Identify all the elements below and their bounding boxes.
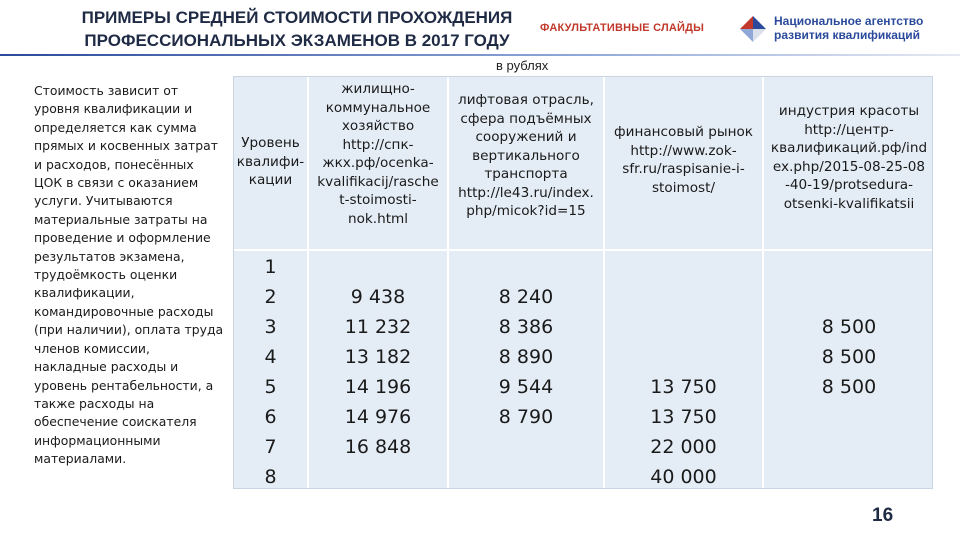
level-cell: 3: [264, 316, 277, 338]
header-beauty-line: ex.php/2015-08-25-08: [772, 158, 926, 175]
header-beauty-line: индустрия красоты: [778, 103, 920, 119]
housing-cell: 9 438: [350, 286, 406, 308]
header-housing-line: жилищно-: [341, 81, 415, 97]
level-cell: 4: [264, 346, 277, 368]
header-lift-line: сфера подъёмных: [460, 110, 592, 127]
level-cell: 2: [264, 286, 277, 308]
header-level-line: квалифи-: [236, 153, 305, 170]
level-cell: 7: [264, 436, 277, 458]
housing-cell: 13 182: [344, 346, 412, 368]
housing-cell: 14 976: [344, 406, 412, 428]
slide-title: [62, 6, 532, 52]
header-level-line: Уровень: [241, 135, 300, 151]
currency-unit-note: в рублях: [496, 58, 549, 73]
page-number: 16: [872, 505, 894, 526]
agency-logo-text: [774, 14, 923, 42]
beauty-cell: 8 500: [821, 316, 877, 338]
lift-cell: 8 890: [498, 346, 554, 368]
lift-cell: 9 544: [498, 376, 554, 398]
agency-logo-line-2: развития квалификаций: [774, 28, 921, 42]
header-lift-line: вертикального: [472, 147, 580, 164]
finance-cell: 13 750: [650, 376, 717, 398]
header-level-line: кации: [248, 172, 293, 188]
housing-cell: 11 232: [344, 316, 412, 338]
finance-cell: 13 750: [650, 406, 717, 428]
header-finance-line: финансовый рынок: [613, 124, 754, 140]
housing-cell: [309, 252, 447, 282]
lift-cell: 8 240: [498, 286, 554, 308]
header-housing-line: kvalifikacij/rasche: [317, 173, 439, 190]
exam-cost-table: [233, 76, 933, 489]
finance-cell: [605, 342, 762, 372]
beauty-cell: [764, 462, 934, 492]
level-cell: 6: [264, 406, 277, 428]
header-housing-line: http://спк-: [342, 136, 414, 153]
finance-column: [605, 252, 762, 492]
header-finance-line: http://www.zok-: [630, 142, 737, 159]
header-lift-line: транспорта: [484, 166, 568, 182]
agency-logo-icon: [738, 14, 768, 44]
header-beauty-line: -40-19/protsedura-: [784, 177, 914, 193]
header-level: [234, 134, 307, 190]
header-housing-line: nok.html: [347, 210, 409, 227]
header-housing-line: жкх.рф/ocenka-: [322, 155, 434, 171]
lift-cell: [449, 462, 603, 492]
beauty-cell: [764, 432, 934, 462]
header-lift-line: http://le43.ru/index.: [458, 184, 594, 201]
header-lift-line: php/micok?id=15: [466, 203, 586, 219]
beauty-column: [764, 252, 934, 492]
beauty-cell: [764, 282, 934, 312]
header-beauty: [764, 102, 934, 213]
lift-cell: 8 790: [498, 406, 554, 428]
lift-column: [449, 252, 603, 492]
level-cell: 1: [264, 256, 277, 278]
finance-cell: [605, 282, 762, 312]
header-lift-line: лифтовая отрасль,: [458, 92, 594, 108]
header-finance-line: sfr.ru/raspisanie-i-: [622, 161, 745, 177]
beauty-cell: 8 500: [821, 376, 877, 398]
agency-logo-line-1: Национальное агентство: [774, 14, 924, 28]
header-divider: [0, 54, 960, 56]
header-row-divider: [234, 249, 932, 251]
beauty-cell: [764, 402, 934, 432]
level-cell: 5: [264, 376, 277, 398]
agency-logo: [738, 8, 938, 48]
finance-cell: [605, 312, 762, 342]
finance-cell: [605, 252, 762, 282]
housing-cell: 14 196: [344, 376, 412, 398]
slide-title-line-1: ПРИМЕРЫ СРЕДНЕЙ СТОИМОСТИ ПРОХОЖДЕНИЯ: [81, 8, 513, 27]
lift-cell: 8 386: [498, 316, 554, 338]
optional-slides-label: ФАКУЛЬТАТИВНЫЕ СЛАЙДЫ: [540, 22, 705, 34]
header-beauty-line: квалификаций.рф/ind: [770, 140, 928, 156]
beauty-cell: 8 500: [821, 346, 877, 368]
lift-cell: [449, 432, 603, 462]
level-cell: 8: [264, 466, 277, 488]
header-housing-line: t-stoimosti-: [339, 192, 417, 208]
header-beauty-line: http://центр-: [804, 121, 894, 138]
housing-column: [309, 252, 447, 492]
header-housing-line: коммунальное: [325, 99, 431, 116]
header-beauty-line: otsenki-kvalifikatsii: [783, 195, 915, 212]
header-lift-line: сооружений и: [475, 129, 577, 145]
lift-cell: [449, 252, 603, 282]
beauty-cell: [764, 252, 934, 282]
header-housing: [309, 80, 447, 228]
header-finance-line: stoimost/: [651, 179, 716, 196]
header-housing-line: хозяйство: [341, 118, 415, 134]
cost-description: Стоимость зависит от уровня квалификации и определяется как сумма прямых и косвенных затрат и расходов, понесённых ЦОК в связи с оказанием услуги. Учитываются материальные затраты на проведение и оформление результатов экзамена, трудоёмкость оценки квалификации, командировочные расходы (при наличии), оплата труда членов комиссии, накладные расходы и уровень рентабельности, а также расходы на обеспечение соискателя информационными материалами.: [34, 83, 224, 467]
housing-cell: [309, 462, 447, 492]
slide-title-line-2: ПРОФЕССИОНАЛЬНЫХ ЭКЗАМЕНОВ В 2017 ГОДУ: [84, 31, 510, 50]
housing-cell: 16 848: [344, 436, 412, 458]
header-finance: [605, 123, 762, 197]
finance-cell: 22 000: [650, 436, 717, 458]
finance-cell: 40 000: [650, 466, 717, 488]
level-column: [234, 252, 307, 492]
header-lift: [449, 91, 603, 221]
